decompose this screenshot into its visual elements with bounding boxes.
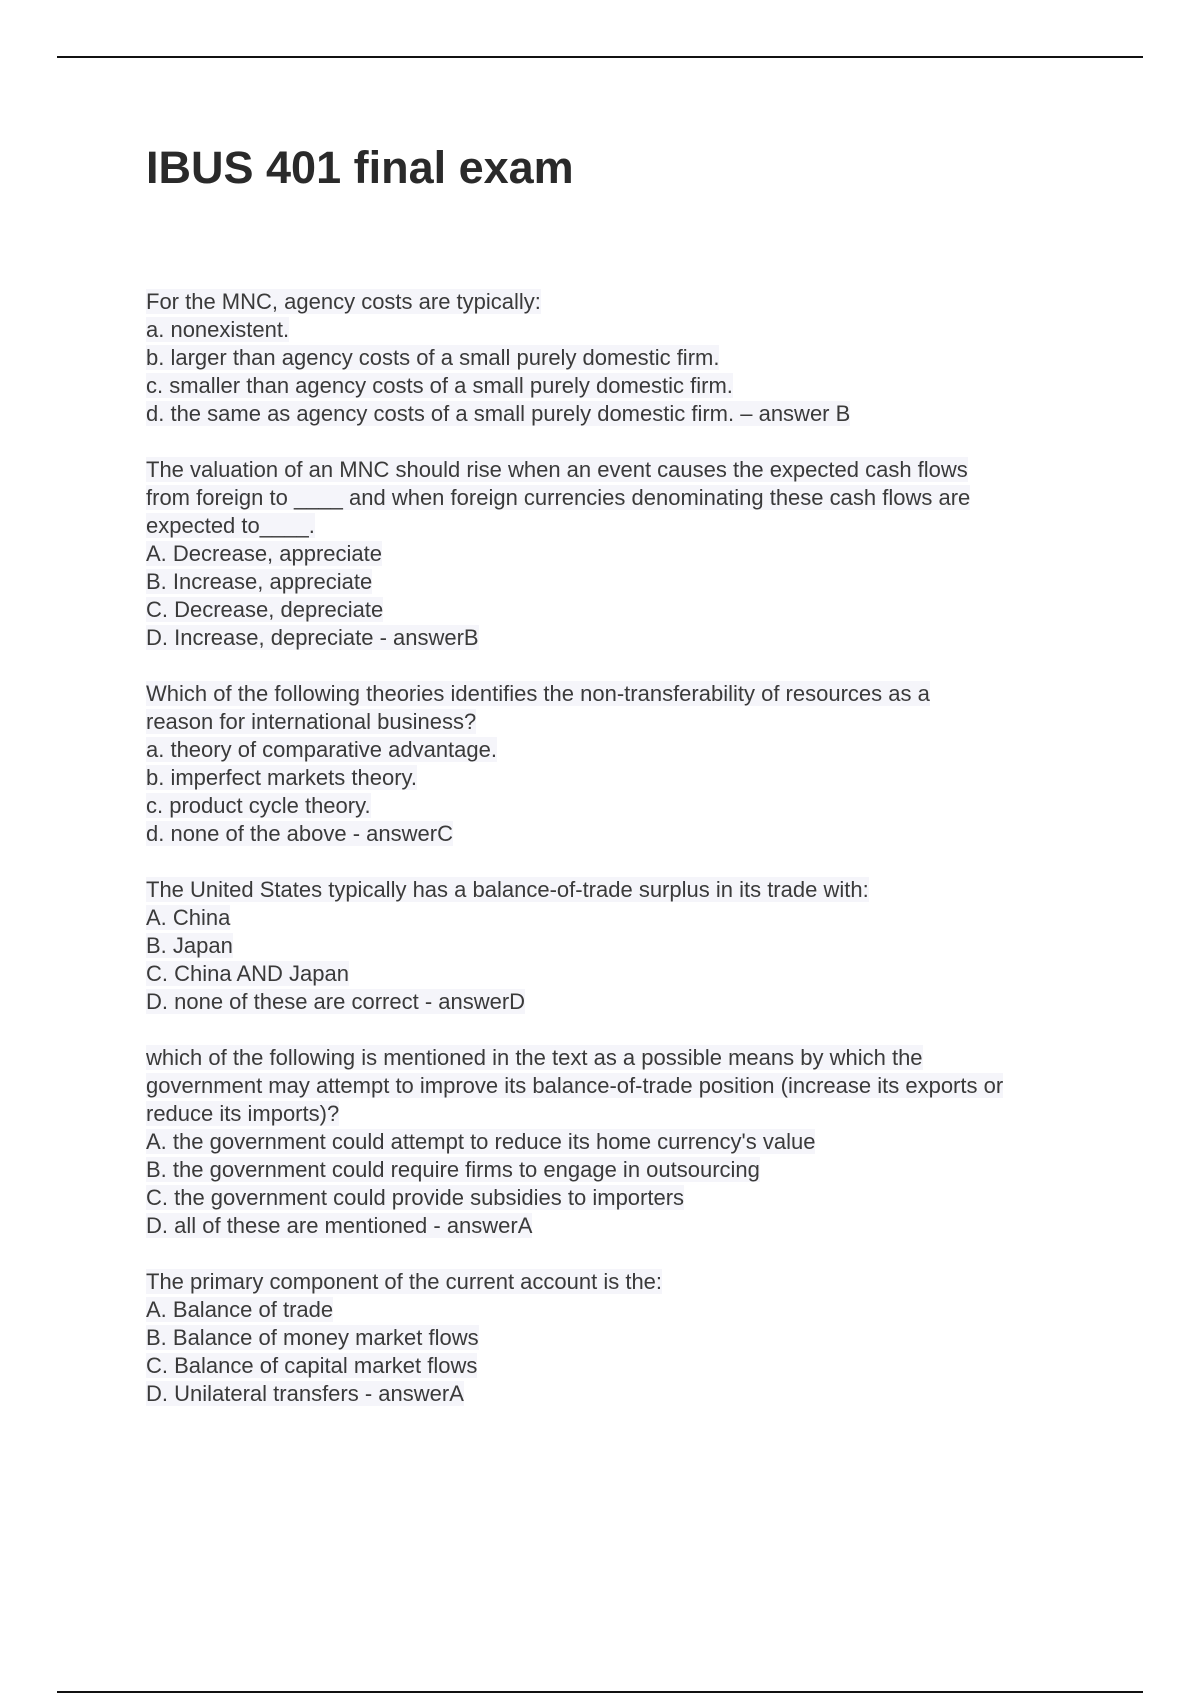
question-2-line-2: from foreign to ____ and when foreign currencies denominating these cash flows are — [146, 485, 971, 510]
question-1-line-5: d. the same as agency costs of a small purely domestic firm. – answer B — [146, 401, 851, 426]
question-2-line-1: The valuation of an MNC should rise when an event causes the expected cash flows — [146, 457, 968, 482]
question-4-line-1: The United States typically has a balance-of-trade surplus in its trade with: — [146, 877, 869, 902]
question-2-line-5: B. Increase, appreciate — [146, 569, 373, 594]
question-3-line-3: a. theory of comparative advantage. — [146, 737, 497, 762]
document-content — [146, 140, 1106, 1436]
question-6-line-3: B. Balance of money market flows — [146, 1325, 479, 1350]
question-4-line-5: D. none of these are correct - answerD — [146, 989, 526, 1014]
question-1-line-3: b. larger than agency costs of a small purely domestic firm. — [146, 345, 720, 370]
question-3-line-5: c. product cycle theory. — [146, 793, 371, 818]
question-5 — [146, 1044, 1106, 1240]
question-6-line-4: C. Balance of capital market flows — [146, 1353, 478, 1378]
question-6-line-5: D. Unilateral transfers - answerA — [146, 1381, 464, 1406]
question-4-line-4: C. China AND Japan — [146, 961, 349, 986]
question-1-line-1: For the MNC, agency costs are typically: — [146, 289, 541, 314]
question-5-line-1: which of the following is mentioned in the text as a possible means by which the — [146, 1045, 923, 1070]
question-5-line-2: government may attempt to improve its balance-of-trade position (increase its exports or — [146, 1073, 1004, 1098]
question-5-line-7: D. all of these are mentioned - answerA — [146, 1213, 533, 1238]
question-3-line-2: reason for international business? — [146, 709, 477, 734]
question-6-line-1: The primary component of the current account is the: — [146, 1269, 663, 1294]
top-divider — [57, 56, 1143, 58]
question-2-line-4: A. Decrease, appreciate — [146, 541, 383, 566]
question-3-line-4: b. imperfect markets theory. — [146, 765, 418, 790]
question-6 — [146, 1268, 1106, 1408]
question-5-line-4: A. the government could attempt to reduce its home currency's value — [146, 1129, 816, 1154]
document-title: IBUS 401 final exam — [146, 142, 574, 193]
bottom-divider — [57, 1691, 1143, 1693]
question-5-line-5: B. the government could require firms to engage in outsourcing — [146, 1157, 760, 1182]
question-3 — [146, 680, 1106, 848]
question-4-line-3: B. Japan — [146, 933, 233, 958]
question-2-line-6: C. Decrease, depreciate — [146, 597, 384, 622]
question-5-line-3: reduce its imports)? — [146, 1101, 340, 1126]
question-5-line-6: C. the government could provide subsidies to importers — [146, 1185, 685, 1210]
question-3-line-1: Which of the following theories identifies the non-transferability of resources as a — [146, 681, 930, 706]
question-1-line-4: c. smaller than agency costs of a small purely domestic firm. — [146, 373, 733, 398]
question-1 — [146, 288, 1106, 428]
question-6-line-2: A. Balance of trade — [146, 1297, 334, 1322]
question-1-line-2: a. nonexistent. — [146, 317, 290, 342]
question-2 — [146, 456, 1106, 652]
question-4 — [146, 876, 1106, 1016]
question-3-line-6: d. none of the above - answerC — [146, 821, 453, 846]
question-2-line-7: D. Increase, depreciate - answerB — [146, 625, 479, 650]
question-4-line-2: A. China — [146, 905, 231, 930]
question-2-line-3: expected to____. — [146, 513, 315, 538]
